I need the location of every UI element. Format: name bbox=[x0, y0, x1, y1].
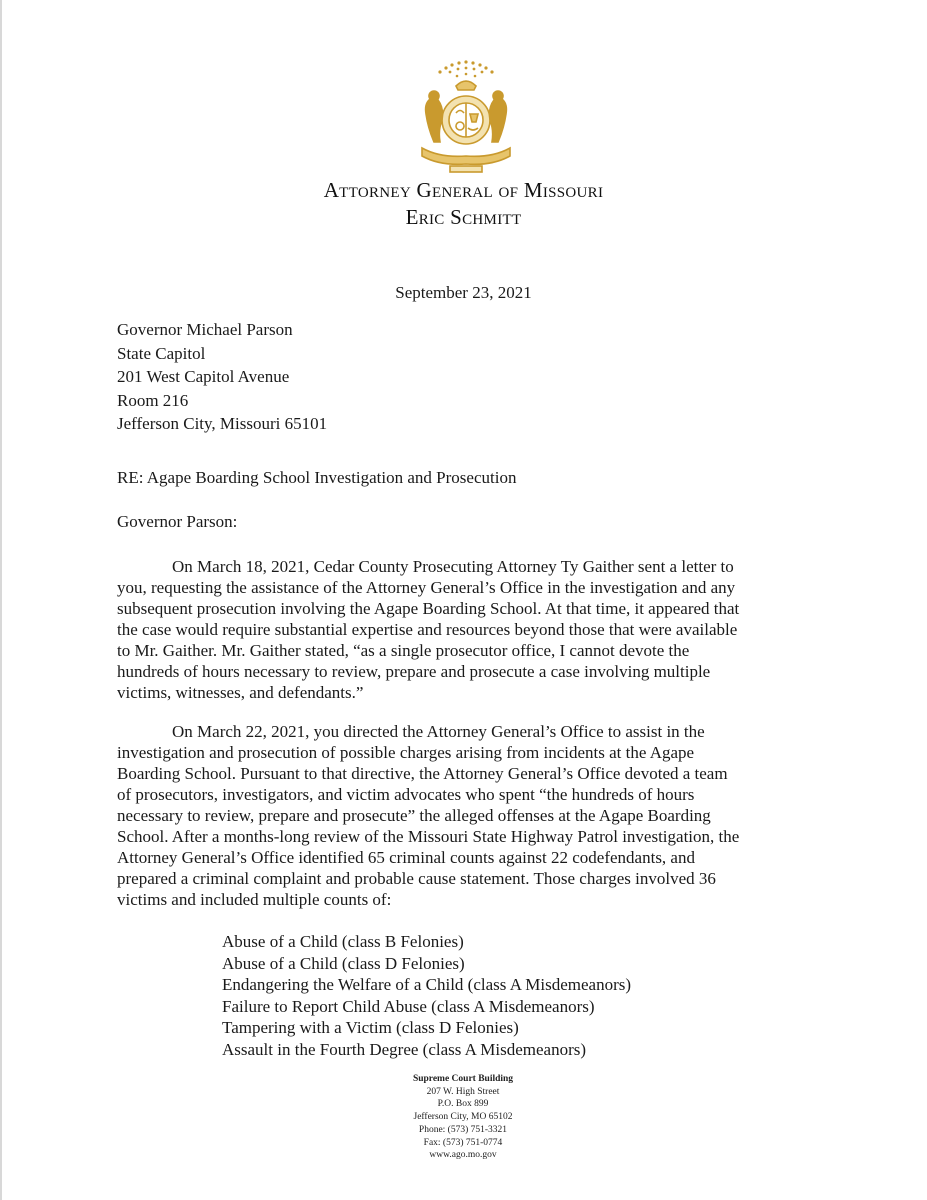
charge-item: Assault in the Fourth Degree (class A Misdemeanors) bbox=[222, 1039, 587, 1059]
paragraph-1 bbox=[117, 556, 817, 703]
charge-item: Tampering with a Victim (class D Felonies) bbox=[222, 1018, 519, 1037]
letterhead-office: Attorney General of Missouri bbox=[323, 178, 604, 202]
address-line: Jefferson City, Missouri 65101 bbox=[117, 414, 328, 433]
letterhead-name: Eric Schmitt bbox=[405, 205, 522, 229]
charge-item: Abuse of a Child (class D Felonies) bbox=[222, 953, 465, 973]
paragraph-line: On March 22, 2021, you directed the Attorney General’s Office to assist in the bbox=[172, 722, 705, 741]
paragraph-line: victims, witnesses, and defendants.” bbox=[117, 683, 364, 702]
missouri-seal-icon bbox=[410, 58, 522, 174]
address-line: State Capitol bbox=[117, 343, 206, 363]
paragraph-line: hundreds of hours necessary to review, prepare and prosecute a case involving multiple bbox=[117, 662, 711, 681]
footer-address bbox=[363, 1073, 563, 1162]
paragraph-line: Boarding School. Pursuant to that directive, the Attorney General’s Office devoted a team bbox=[117, 764, 728, 783]
charge-item: Endangering the Welfare of a Child (class A Misdemeanors) bbox=[222, 975, 632, 994]
paragraph-line: subsequent prosecution involving the Agape Boarding School. At that time, it appeared that bbox=[117, 599, 740, 618]
footer-fax: Fax: (573) 751-0774 bbox=[423, 1137, 503, 1148]
footer-phone: Phone: (573) 751-3321 bbox=[418, 1124, 508, 1135]
paragraph-2 bbox=[117, 721, 817, 910]
paragraph-line: Attorney General’s Office identified 65 criminal counts against 22 codefendants, and bbox=[117, 848, 695, 867]
address-line: Room 216 bbox=[117, 390, 189, 410]
address-line: 201 West Capitol Avenue bbox=[117, 367, 290, 386]
paragraph-line: the case would require substantial expertise and resources beyond those that were available bbox=[117, 620, 738, 639]
footer-street: 207 W. High Street bbox=[426, 1086, 500, 1097]
paragraph-line: On March 18, 2021, Cedar County Prosecuting Attorney Ty Gaither sent a letter to bbox=[172, 557, 734, 576]
footer-city: Jefferson City, MO 65102 bbox=[413, 1112, 513, 1123]
letter-date: September 23, 2021 bbox=[395, 283, 532, 302]
paragraph-line: to Mr. Gaither. Mr. Gaither stated, “as a single prosecutor office, I cannot devote the bbox=[117, 641, 690, 660]
paragraph-line: of prosecutors, investigators, and victim advocates who spent “the hundreds of hours bbox=[117, 785, 695, 804]
paragraph-line: School. After a months-long review of the Missouri State Highway Patrol investigation, the bbox=[117, 827, 740, 846]
paragraph-line: you, requesting the assistance of the Attorney General’s Office in the investigation and any bbox=[117, 578, 736, 597]
paragraph-line: necessary to review, prepare and prosecute” the alleged offenses at the Agape Boarding bbox=[117, 806, 711, 825]
paragraph-line: prepared a criminal complaint and probable cause statement. Those charges involved 36 bbox=[117, 869, 716, 888]
footer-po-box: P.O. Box 899 bbox=[437, 1099, 489, 1110]
charge-item: Abuse of a Child (class B Felonies) bbox=[222, 932, 464, 951]
paragraph-line: investigation and prosecution of possible charges arising from incidents at the Agape bbox=[117, 743, 695, 762]
address-line: Governor Michael Parson bbox=[117, 320, 293, 339]
charges-list bbox=[222, 931, 631, 1060]
footer-building: Supreme Court Building bbox=[412, 1074, 514, 1084]
recipient-address bbox=[117, 318, 327, 436]
charge-item: Failure to Report Child Abuse (class A Misdemeanors) bbox=[222, 996, 595, 1016]
footer-website: www.ago.mo.gov bbox=[429, 1150, 497, 1161]
paragraph-line: victims and included multiple counts of: bbox=[117, 890, 392, 909]
subject-line: RE: Agape Boarding School Investigation and Prosecution bbox=[117, 468, 517, 487]
salutation: Governor Parson: bbox=[117, 512, 238, 531]
